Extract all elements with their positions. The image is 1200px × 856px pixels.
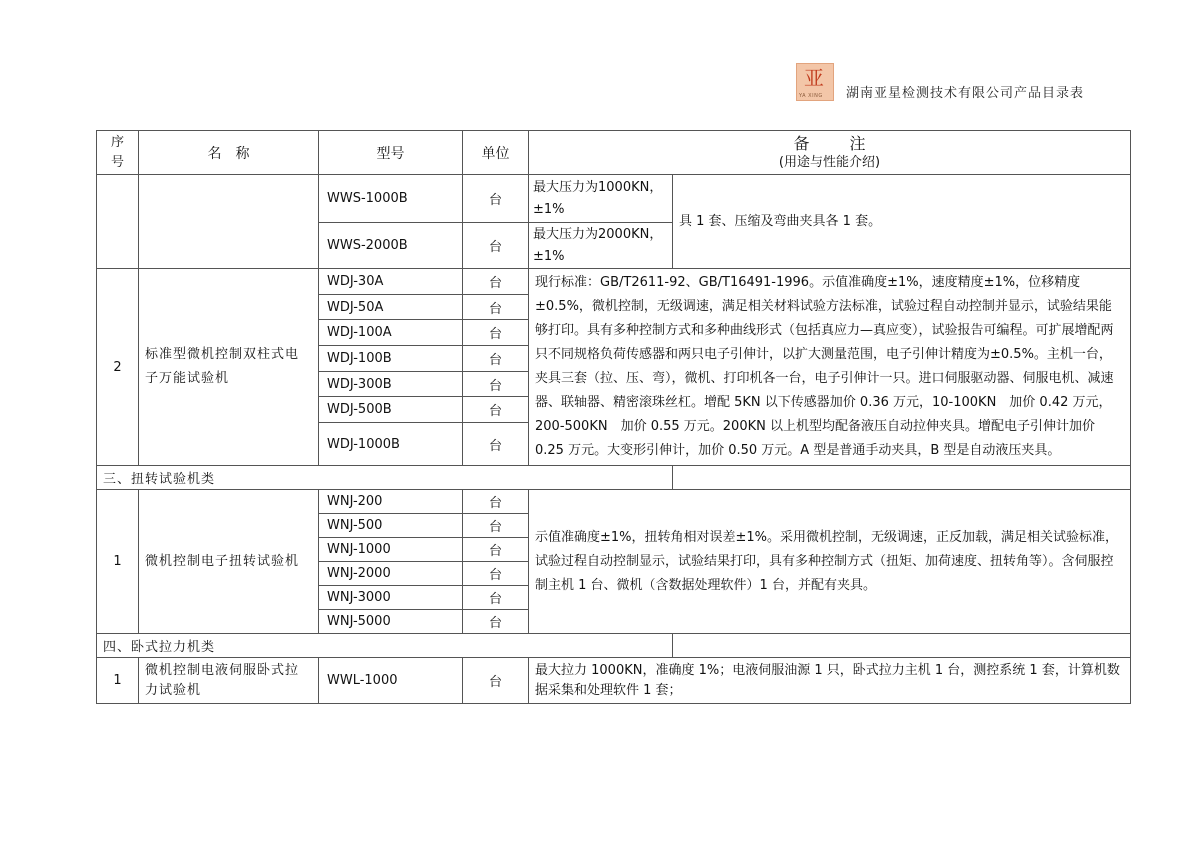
- model-cell: WDJ-100A: [319, 320, 463, 346]
- table-row: [97, 175, 1131, 223]
- unit-cell: 台: [463, 223, 529, 269]
- wwl-note: 最大拉力 1000KN，准确度 1%；电液伺服油源 1 只，卧式拉力主机 1 台，测控系统 1 套，计算机数据采集和处理软件 1 套；: [529, 658, 1131, 704]
- model-cell: WDJ-30A: [319, 269, 463, 295]
- table-header-row: [97, 131, 1131, 175]
- header-note: [529, 131, 1131, 175]
- model-cell: WNJ-3000: [319, 586, 463, 610]
- model-cell: WWS-1000B: [319, 175, 463, 223]
- table-row: [97, 269, 1131, 295]
- model-cell: WDJ-500B: [319, 397, 463, 423]
- section-row: [97, 634, 1131, 658]
- model-cell: WWS-2000B: [319, 223, 463, 269]
- logo-subtext: YA XING: [799, 93, 823, 99]
- logo-glyph: 亚: [804, 66, 824, 90]
- header-seq-2: 号: [110, 154, 124, 170]
- section-title: 三、扭转试验机类: [97, 466, 673, 490]
- model-cell: WNJ-200: [319, 490, 463, 514]
- section-empty: [673, 634, 1131, 658]
- product-catalog-table: [96, 130, 1131, 704]
- note-cell: 最大压力为2000KN，±1%: [529, 223, 673, 269]
- header-note-sub: (用途与性能介绍): [778, 154, 881, 170]
- header-unit: 单位: [463, 131, 529, 175]
- unit-cell: 台: [463, 294, 529, 320]
- unit-cell: 台: [463, 514, 529, 538]
- unit-cell: 台: [463, 610, 529, 634]
- company-title: 湖南亚星检测技术有限公司产品目录表: [846, 85, 1085, 101]
- header-seq: [97, 131, 139, 175]
- header-model: 型号: [319, 131, 463, 175]
- model-cell: WNJ-1000: [319, 538, 463, 562]
- cont-seq-cell: [97, 175, 139, 269]
- table-row: [97, 658, 1131, 704]
- wdj-note: 现行标准：GB/T2611-92、GB/T16491-1996。示值准确度±1%，速度精度±1%，位移精度±0.5%，微机控制，无级调速，满足相关材料试验方法标准，试验过程自动控制并显示，试验结果能够打印。具有多种控制方式和多种曲线形式（包括真应力—真应变），试验报告可编程。可扩展增配两只不同规格负荷传感器和两只电子引伸计，以扩大测量范围，电子引伸计精度为±0.5%。主机一台，夹具三套（拉、压、弯），微机、打印机各一台，电子引伸计一只。进口伺服驱动器、伺服电机、减速器、联轴器、精密滚珠丝杠。增配 5KN 以下传感器加价 0.36 万元，10-100KN 加价 0.42 万元，200-500KN 加价 0.55 万元。200KN 以上机型均配备液压自动拉伸夹具。增配电子引伸计加价 0.25 万元。大变形引伸计，加价 0.50 万元。A 型是普通手动夹具，B 型是自动液压夹具。: [529, 269, 1131, 466]
- unit-cell: 台: [463, 371, 529, 397]
- header-note-title: 备注: [793, 133, 906, 153]
- page-header: [796, 62, 1084, 102]
- unit-cell: 台: [463, 397, 529, 423]
- model-cell: WDJ-50A: [319, 294, 463, 320]
- model-cell: WDJ-1000B: [319, 423, 463, 466]
- model-cell: WDJ-300B: [319, 371, 463, 397]
- unit-cell: 台: [463, 346, 529, 372]
- unit-cell: 台: [463, 175, 529, 223]
- unit-cell: 台: [463, 269, 529, 295]
- wwl-name: 微机控制电液伺服卧式拉力试验机: [139, 658, 319, 704]
- model-cell: WDJ-100B: [319, 346, 463, 372]
- cont-name-cell: [139, 175, 319, 269]
- wnj-note: 示值准确度±1%，扭转角相对误差±1%。采用微机控制，无级调速，正反加载，满足相关试验标准，试验过程自动控制显示，试验结果打印，具有多种控制方式（扭矩、加荷速度、扭转角等）。含伺服控制主机 1 台、微机（含数据处理软件）1 台，并配有夹具。: [529, 490, 1131, 634]
- section-row: [97, 466, 1131, 490]
- model-cell: WWL-1000: [319, 658, 463, 704]
- model-cell: WNJ-5000: [319, 610, 463, 634]
- unit-cell: 台: [463, 490, 529, 514]
- wwl-seq: 1: [97, 658, 139, 704]
- unit-cell: 台: [463, 586, 529, 610]
- wdj-name: 标准型微机控制双柱式电子万能试验机: [139, 269, 319, 466]
- cont-extra-note: 具 1 套、压缩及弯曲夹具各 1 套。: [673, 175, 1131, 269]
- wdj-seq: 2: [97, 269, 139, 466]
- section-title: 四、卧式拉力机类: [97, 634, 673, 658]
- header-name: 名 称: [139, 131, 319, 175]
- unit-cell: 台: [463, 320, 529, 346]
- table-row: [97, 490, 1131, 514]
- unit-cell: 台: [463, 562, 529, 586]
- model-cell: WNJ-2000: [319, 562, 463, 586]
- company-logo: [796, 63, 834, 101]
- model-cell: WNJ-500: [319, 514, 463, 538]
- header-seq-1: 序: [110, 134, 124, 150]
- unit-cell: 台: [463, 658, 529, 704]
- unit-cell: 台: [463, 538, 529, 562]
- section-empty: [673, 466, 1131, 490]
- note-cell: 最大压力为1000KN，±1%: [529, 175, 673, 223]
- wnj-seq: 1: [97, 490, 139, 634]
- unit-cell: 台: [463, 423, 529, 466]
- wnj-name: 微机控制电子扭转试验机: [139, 490, 319, 634]
